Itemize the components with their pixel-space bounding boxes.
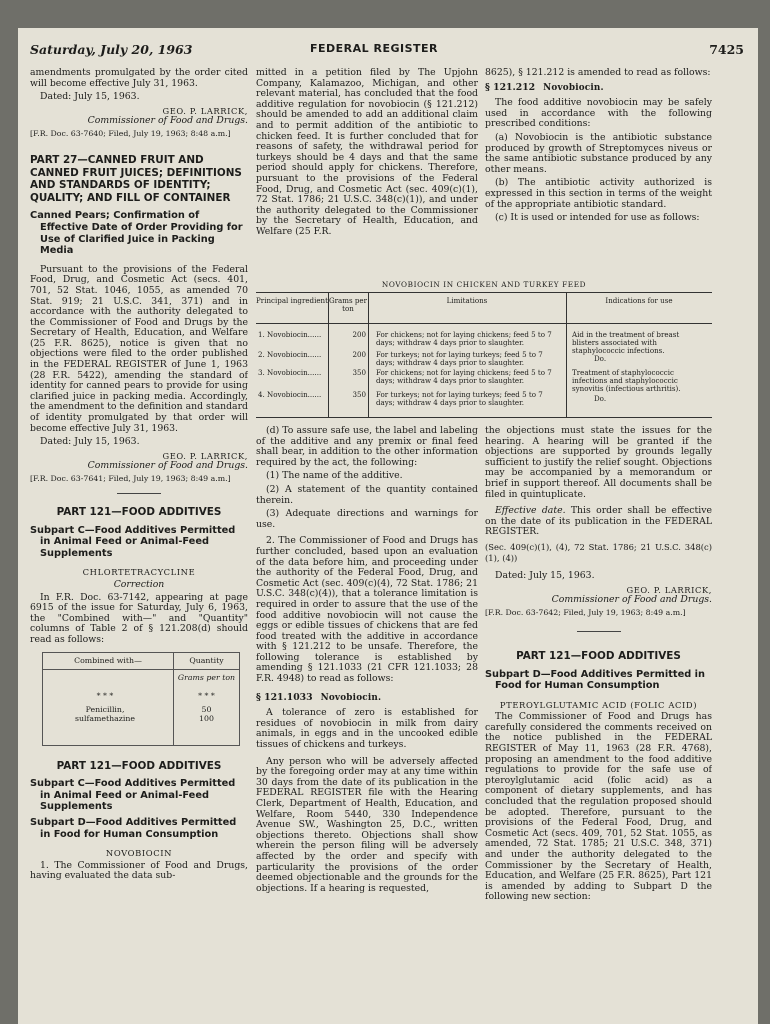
table-header-quantity: Quantity <box>174 653 239 670</box>
table-cell: For turkeys; not for laying turkeys; feed 5 to 7 days; withdraw 4 days prior to slaughter. <box>376 390 543 407</box>
table-cell: For chickens; not for laying chickens; feed 5 to 7 days; withdraw 4 days prior to slaughter. <box>376 368 552 385</box>
paragraph <box>485 506 712 538</box>
paragraph: The Commissioner of Food and Drugs has carefully considered the comments received on the notice published in the FEDERAL REGISTER of May 11, 1963 (28 F.R. 4768), proposing an amendment to the food additive regulations to provide for the safe use of pteroylglutamic acid (folic acid) as a component of dietary supplements, and has concluded that the regulation proposed should be adopted. Therefore, pursuant to the provisions of the Federal Food, Drug, and Cosmetic Act (secs. 409, 701, 52 Stat. 1055, as amended, 72 Stat. 1785; 21 U.S.C. 348, 371) and under the authority delegated to the Commissioner by the Secretary of Health, Education, and Welfare (25 F.R. 8625), Part 121 is amended by adding to Subpart D the following new section: <box>485 711 712 903</box>
part-121-heading: PART 121—FOOD ADDITIVES <box>56 759 222 772</box>
citation: (Sec. 409(c)(1), (4), 72 Stat. 1786; 21 U.S.C. 348(c)(1), (4)) <box>485 541 712 563</box>
fr-doc-line: [F.R. Doc. 63-7642; Filed, July 19, 1963; 8:49 a.m.] <box>485 607 686 617</box>
table-cell: sulfamethazine <box>74 713 136 723</box>
column-3-top <box>485 68 712 278</box>
table-cell: Penicillin, <box>85 704 125 714</box>
correction-heading: Correction <box>113 578 165 590</box>
table-cell: 350 <box>352 390 366 399</box>
table-cell: 50 <box>201 704 212 714</box>
signature-title: Commissioner of Food and Drugs. <box>87 115 248 127</box>
table-header-combined: Combined with— <box>43 653 173 670</box>
section-name: Novobiocin. <box>543 82 604 93</box>
novobiocin-heading: NOVOBIOCIN <box>105 848 173 859</box>
paragraph: (b) The antibiotic activity authorized is expressed in this section in terms of the weight of the appropriate antibiotic standard. <box>485 177 712 210</box>
column-2-bottom <box>256 426 478 1016</box>
paragraph: Pursuant to the provisions of the Federal Food, Drug, and Cosmetic Act (secs. 401, 701, 52 Stat. 1046, 1055, as amended 70 Stat. 919; 21 U.S.C. 341, 371) and in accordance with the authority delegated to the Commissioner of Food and Drugs by the Secretary of Health, Education, and Welfare (25 F.R. 8625), notice is given that no objections were filed to the order published in the FEDERAL REGISTER of June 1, 1963 (28 F.R. 5422), amending the standard of identity for canned pears to provide for using clarified juice in packing media. Accordingly, the amendment to the definition and standard of identity promulgated by that order will become effective July 31, 1963. <box>30 263 248 434</box>
table-cell: 3. Novobiocin...... <box>258 368 322 377</box>
section-heading <box>485 83 712 94</box>
table-cell: 100 <box>199 713 214 723</box>
table-cell: For turkeys; not for laying turkeys; feed 5 to 7 days; withdraw 4 days prior to slaughter. <box>376 350 543 367</box>
table-divider <box>256 323 712 324</box>
paragraph: the objections must state the issues for the hearing. A hearing will be granted if the objections are supported by grounds legally sufficient to justify the relief sought. Objections may be accompanied by a memorandum or brief in support thereof. All documents shall be filed in quintuplicate. <box>485 426 712 500</box>
table-cell: 200 <box>352 350 366 359</box>
table-cell: Do. <box>594 394 607 403</box>
table-header: Indications for use <box>605 296 673 305</box>
column-3-bottom <box>485 426 712 1016</box>
table-cell: Treatment of staphylococcic infections and staphylococcic synovitis (infectious arthritis). <box>572 368 681 393</box>
column-2-top <box>256 68 478 278</box>
section-name: Novobiocin. <box>320 692 382 703</box>
paragraph: amendments promulgated by the order cited will become effective July 31, 1963. <box>30 68 248 89</box>
table-ellipsis: * * * <box>96 690 114 700</box>
signature-name: GEO. P. LARRICK, <box>626 584 712 595</box>
fr-doc-line: [F.R. Doc. 63-7641; Filed, July 19, 1963; 8:49 a.m.] <box>30 474 231 483</box>
register-page <box>18 28 758 1024</box>
header-title: FEDERAL REGISTER <box>310 42 439 55</box>
table-header: Principal ingredient <box>256 296 328 305</box>
table-divider <box>368 293 369 417</box>
divider <box>577 631 621 632</box>
table-cell: For chickens; not for laying chickens; feed 5 to 7 days; withdraw 4 days prior to slaughter. <box>376 330 552 347</box>
part-27-heading: PART 27—CANNED FRUIT AND CANNED FRUIT JUICES; DEFINITIONS AND STANDARDS OF IDENTITY; QUALITY; AND FILL OF CONTAINER <box>30 153 242 204</box>
table-cell: 200 <box>352 330 366 339</box>
correction-table <box>42 652 240 746</box>
table-cell: 1. Novobiocin...... <box>258 330 322 339</box>
canned-pears-heading: Canned Pears; Confirmation of Effective Date of Order Providing for Use of Clarified Juice in Packing Media <box>30 210 243 257</box>
divider <box>117 493 161 494</box>
dated-line: Dated: July 15, 1963. <box>495 570 595 582</box>
paragraph: The food additive novobiocin may be safely used in accordance with the following prescribed conditions: <box>485 97 712 130</box>
header-date: Saturday, July 20, 1963 <box>30 42 193 57</box>
section-number: § 121.1033 <box>256 691 313 703</box>
subpart-c-heading: Subpart C—Food Additives Permitted in Animal Feed or Animal-Feed Supplements <box>30 778 236 813</box>
signature-name: GEO. P. LARRICK, <box>162 450 248 461</box>
table-units: Grams per ton <box>177 672 236 682</box>
section-heading <box>256 693 478 704</box>
table-cell: 2. Novobiocin...... <box>258 350 322 359</box>
table-cell: 350 <box>352 368 366 377</box>
signature-title: Commissioner of Food and Drugs. <box>87 460 248 472</box>
paragraph: (3) Adequate directions and warnings for use. <box>256 508 478 530</box>
subpart-d-heading: Subpart D—Food Additives Permitted in Food for Human Consumption <box>485 668 705 692</box>
header-page-number: 7425 <box>709 42 744 57</box>
effective-date-label: Effective date. <box>495 505 566 517</box>
paragraph: (2) A statement of the quantity contained therein. <box>256 483 478 506</box>
paragraph: In F.R. Doc. 63-7142, appearing at page 6915 of the issue for Saturday, July 6, 1963, the "Combined with—" and "Quantity" columns of Table 2 of § 121.208(d) should read as follows: <box>30 591 248 645</box>
novobiocin-table <box>256 292 712 418</box>
table-header: Limitations <box>446 296 488 305</box>
fr-doc-line: [F.R. Doc. 63-7640; Filed, July 19, 1963; 8:48 a.m.] <box>30 128 231 138</box>
effective-date-text: This order shall be effective on the date of its publication in the FEDERAL REGISTER. <box>485 505 712 538</box>
table-ellipsis: * * * <box>198 690 215 700</box>
dated-line: Dated: July 15, 1963. <box>40 436 140 448</box>
paragraph: mitted in a petition filed by The Upjohn Company, Kalamazoo, Michigan, and other relevant material, has concluded that the food additive regulation for novobiocin (§ 121.212) should be amended to add an additional claim and to permit addition of the antibiotic to chicken feed. It is further concluded that for reasons of safety, the withdrawal period for turkeys should be 4 days and that the same period should apply for chickens. Therefore, pursuant to the provisions of the Federal Food, Drug, and Cosmetic Act (sec. 409(c)(1), 72 Stat. 1786; 21 U.S.C. 348(c)(1)), and under the authority delegated to the Commissioner by the Secretary of Health, Education, and Welfare (25 F.R. <box>256 68 478 237</box>
paragraph: (1) The name of the additive. <box>266 470 403 482</box>
subpart-c-heading: Subpart C—Food Additives Permitted in Animal Feed or Animal-Feed Supplements <box>30 524 236 559</box>
signature-title: Commissioner of Food and Drugs. <box>551 594 712 606</box>
pteroylglutamic-heading: PTEROYLGLUTAMIC ACID (FOLIC ACID) <box>499 699 698 710</box>
section-number: § 121.212 <box>485 81 536 93</box>
paragraph: 8625), § 121.212 is amended to read as follows: <box>485 68 711 78</box>
paragraph: 2. The Commissioner of Food and Drugs has further concluded, based upon an evaluation of the data before him, and proceeding under the authority of the Federal Food, Drug, and Cosmetic Act (sec. 409(c)(4), 72 Stat. 1786; 21 U.S.C. 348(c)(4)), that a tolerance limitation is required in order to assure that the use of the food additive novobiocin will not cause the eggs or edible tissues of chickens that are fed food treated with the additive in accordance with § 121.212 to be unsafe. Therefore, the following tolerance is established by amending § 121.1033 (21 CFR 121.1033; 28 F.R. 4948) to read as follows: <box>256 535 478 685</box>
column-1 <box>30 68 248 1016</box>
paragraph: A tolerance of zero is established for residues of novobiocin in milk from dairy animals, in eggs and in the uncooked edible tissues of chickens and turkeys. <box>256 707 478 751</box>
chlortetracycline-heading: CHLORTETRACYCLINE <box>82 567 196 578</box>
table-cell: Do. <box>594 354 607 363</box>
table-cell: 4. Novobiocin...... <box>258 390 322 399</box>
table-header: Grams per ton <box>328 296 368 313</box>
dated-line: Dated: July 15, 1963. <box>40 91 140 103</box>
table-caption: NOVOBIOCIN IN CHICKEN AND TURKEY FEED <box>381 280 587 289</box>
part-121-heading: PART 121—FOOD ADDITIVES <box>516 649 681 662</box>
paragraph: Any person who will be adversely affected by the foregoing order may at any time within 30 days from the date of its publication in the FEDERAL REGISTER file with the Hearing Clerk, Department of Health, Education, and Welfare, Room 5440, 330 Independence Avenue SW., Washington 25, D.C., written objections thereto. Objections shall show wherein the person filing will be adversely affected by the order and specify with particularity the provisions of the order deemed objectionable and the grounds for the objections. If a hearing is requested, <box>256 755 478 894</box>
paragraph: (a) Novobiocin is the antibiotic substance produced by growth of Streptomyces niveus or the same antibiotic substance produced by any other means. <box>485 131 712 175</box>
part-121-heading: PART 121—FOOD ADDITIVES <box>56 506 222 518</box>
paragraph: (d) To assure safe use, the label and labeling of the additive and any premix or final feed shall bear, in addition to the other information required by the act, the following: <box>256 426 478 468</box>
subpart-d-heading: Subpart D—Food Additives Permitted in Food for Human Consumption <box>30 816 237 840</box>
paragraph: 1. The Commissioner of Food and Drugs, having evaluated the data sub- <box>30 859 248 882</box>
paragraph: (c) It is used or intended for use as follows: <box>495 212 700 224</box>
signature-name: GEO. P. LARRICK, <box>162 105 248 116</box>
table-divider <box>566 293 567 417</box>
table-cell: Aid in the treatment of breast blisters associated with staphylococcic infections. <box>572 330 680 355</box>
